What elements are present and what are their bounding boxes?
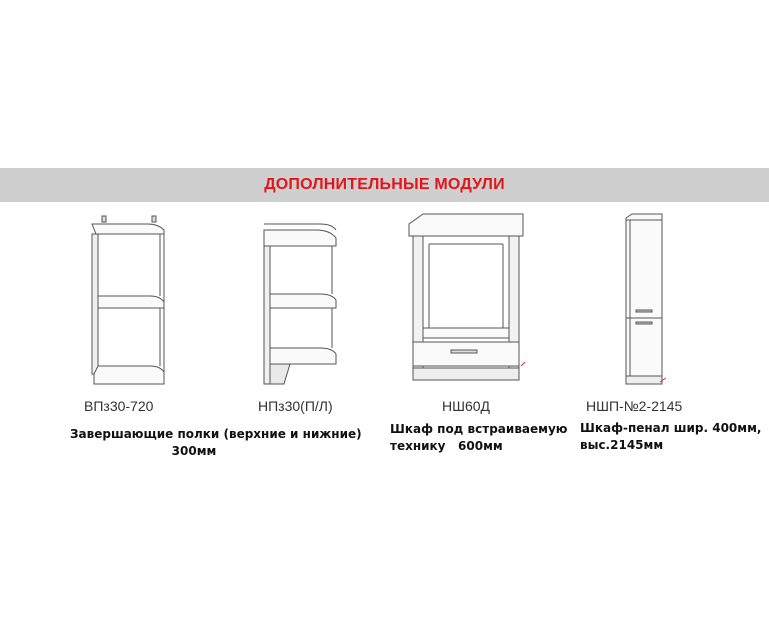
section-banner <box>0 168 769 202</box>
module-tall-cabinet <box>620 210 670 388</box>
module-description <box>390 421 580 455</box>
module-code: НПз30(П/Л) <box>258 398 333 414</box>
upper-end-shelf-drawing <box>88 212 168 387</box>
description-line: технику 600мм <box>390 439 503 453</box>
section-title: ДОПОЛНИТЕЛЬНЫЕ МОДУЛИ <box>264 176 505 193</box>
module-description <box>580 420 769 454</box>
description-line: выс.2145мм <box>580 438 664 452</box>
module-lower-end-shelf <box>260 220 340 388</box>
module-description <box>70 426 380 460</box>
lower-end-shelf-drawing <box>260 220 340 388</box>
tall-pencil-cabinet-drawing <box>620 210 670 388</box>
module-upper-end-shelf <box>88 212 168 387</box>
description-line: Шкаф под встраиваемую <box>390 422 568 436</box>
description-line: 300мм <box>171 444 217 458</box>
module-code: НШ60Д <box>442 398 490 414</box>
module-code: НШП-№2-2145 <box>586 398 683 414</box>
module-code: ВПз30-720 <box>84 398 154 414</box>
appliance-cabinet-drawing <box>405 210 530 390</box>
description-line: Шкаф-пенал шир. 400мм, <box>580 421 762 435</box>
module-appliance-cabinet <box>405 210 530 390</box>
description-line: Завершающие полки (верхние и нижние) <box>70 427 362 441</box>
